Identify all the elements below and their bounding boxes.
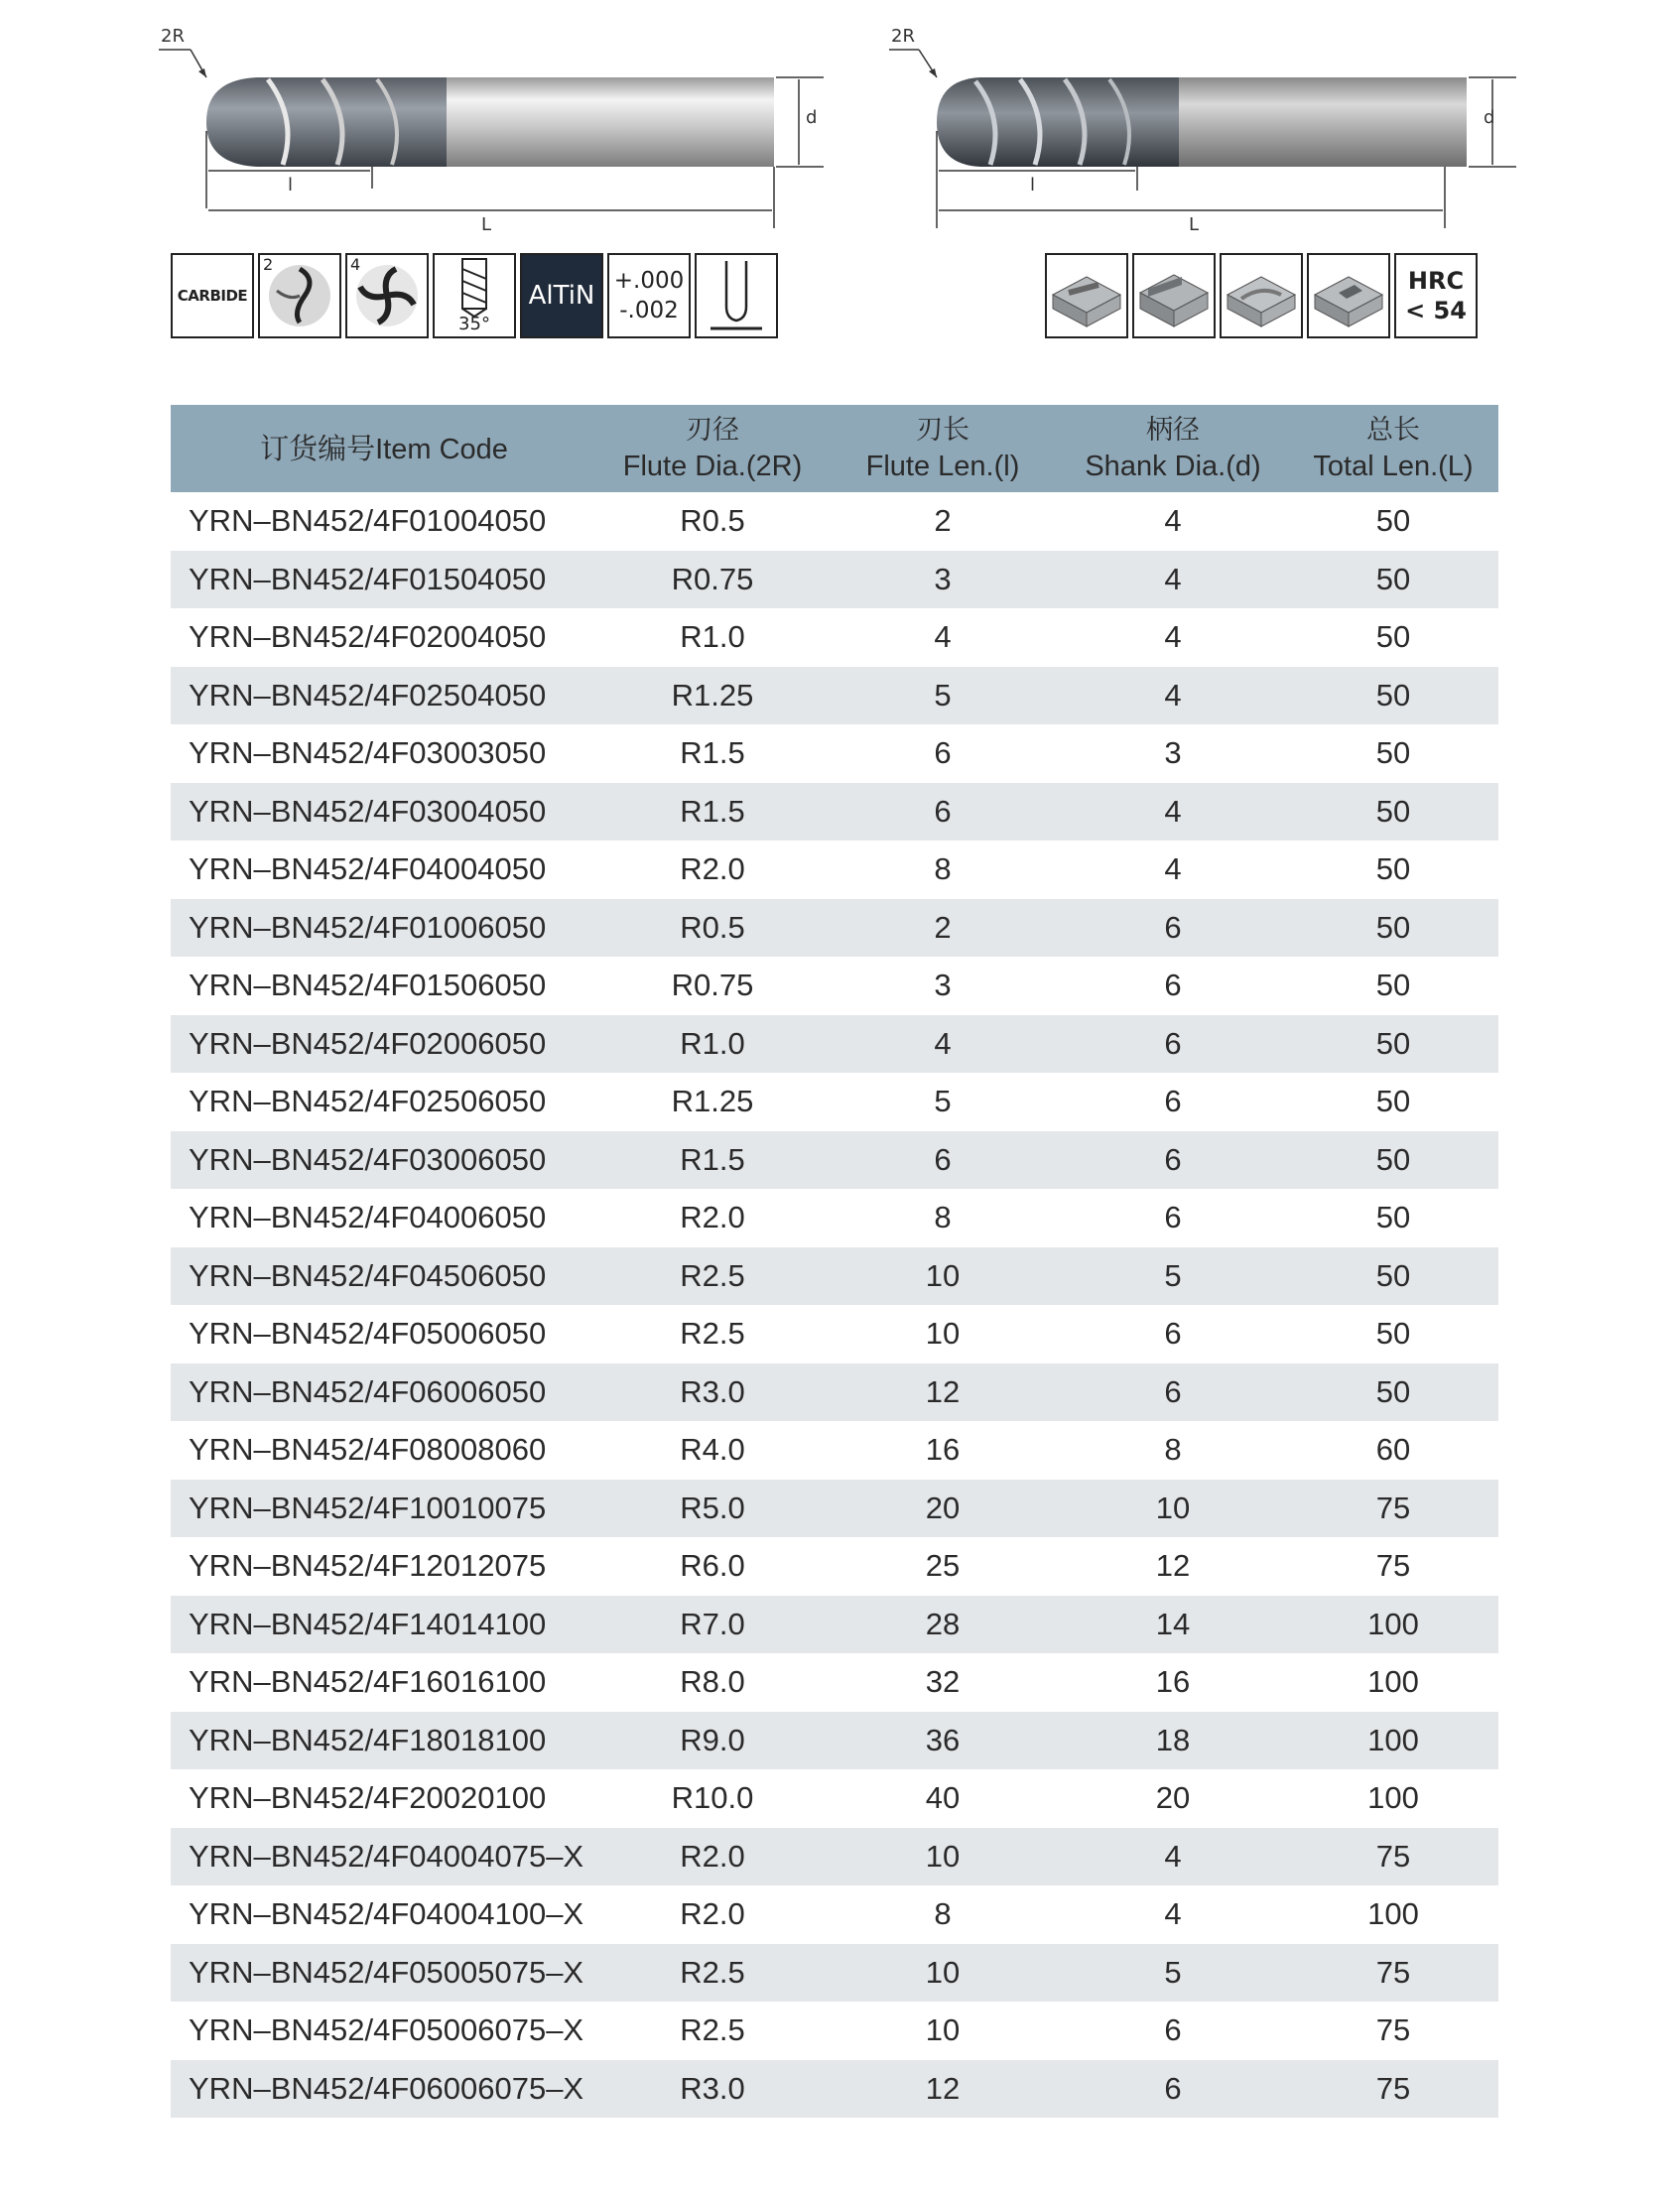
altin-coating-icon: AlTiN: [520, 253, 603, 338]
item-code-cell: YRN–BN452/4F01506050: [189, 968, 547, 1003]
item-code-cell: YRN–BN452/4F04004075–X: [171, 1828, 597, 1886]
item-code-cell: YRN–BN452/4F16016100: [189, 1664, 547, 1700]
four-flute-icon: 4: [345, 253, 429, 338]
shank-dia-cell: 3: [1164, 735, 1182, 771]
table-row: [171, 608, 1498, 667]
table-row: [171, 1653, 1498, 1712]
tolerance-icon: +.000 -.002: [607, 253, 691, 338]
flute-dia-cell: R2.5: [680, 2012, 745, 2048]
header-item-code: 订货编号Item Code: [171, 405, 597, 492]
flute-dia-cell: R3.0: [597, 1363, 828, 1422]
flute-dia-cell: R2.5: [597, 1944, 828, 2003]
feature-icons-left: [171, 253, 778, 338]
item-code-cell: YRN–BN452/4F14014100: [171, 1596, 597, 1654]
carbide-material-icon: CARBIDE: [171, 253, 254, 338]
total-len-cell: 50: [1375, 619, 1411, 655]
table-row: [171, 1189, 1498, 1247]
shank-dia-cell: 18: [1058, 1712, 1288, 1770]
table-row: [171, 551, 1498, 609]
pocketing-application-icon: [1307, 253, 1390, 338]
shank-dia-label: d: [1484, 107, 1495, 128]
flute-dia-cell: R8.0: [680, 1664, 745, 1700]
total-len-cell: 60: [1375, 1432, 1411, 1468]
slotting-icon: [1047, 255, 1126, 336]
pocketing-icon: [1309, 255, 1388, 336]
total-len-cell: 50: [1375, 968, 1411, 1003]
flute-len-cell: 12: [828, 1363, 1058, 1422]
shoulder-application-icon: [1132, 253, 1216, 338]
four-flute-cross-section-icon: [352, 261, 422, 330]
flute-dia-cell: R6.0: [680, 1548, 745, 1584]
shank-dia-cell: 4: [1164, 503, 1182, 539]
total-len-cell: 50: [1288, 551, 1498, 609]
flute-len-cell: 8: [934, 1200, 952, 1235]
flute-len-cell: 5: [934, 1084, 952, 1119]
flute-len-cell: 4: [828, 1015, 1058, 1074]
ball-nose-profile-icon: [695, 253, 778, 338]
table-row: [171, 1131, 1498, 1190]
total-len-cell: 50: [1375, 851, 1411, 887]
flute-len-cell: 6: [828, 1131, 1058, 1190]
header-total-len: 总长 Total Len.(L): [1288, 405, 1498, 492]
hrc-hardness-icon: HRC < 54: [1394, 253, 1478, 338]
total-len-cell: 100: [1367, 1780, 1419, 1816]
item-code-cell: YRN–BN452/4F18018100: [171, 1712, 597, 1770]
item-code-cell: YRN–BN452/4F12012075: [189, 1548, 547, 1584]
end-mill-2-flute-drawing: [149, 20, 843, 248]
flute-dia-cell: R0.5: [597, 899, 828, 958]
flute-len-cell: 32: [925, 1664, 961, 1700]
flute-dia-cell: R1.25: [671, 1084, 754, 1119]
shank-dia-cell: 12: [1155, 1548, 1191, 1584]
shank-dia-cell: 6: [1058, 1015, 1288, 1074]
shank-dia-cell: 5: [1058, 1247, 1288, 1306]
shank-dia-cell: 6: [1164, 1200, 1182, 1235]
shank-dia-cell: 6: [1058, 2060, 1288, 2119]
table-row: [171, 1073, 1498, 1131]
item-code-cell: YRN–BN452/4F20020100: [189, 1780, 547, 1816]
total-len-cell: 50: [1288, 1015, 1498, 1074]
table-row: [171, 1537, 1498, 1596]
table-row: [171, 1363, 1498, 1422]
header-flute-len: 刃长 Flute Len.(l): [828, 405, 1058, 492]
table-row: [171, 899, 1498, 958]
item-code-cell: YRN–BN452/4F03006050: [171, 1131, 597, 1190]
shank-dia-cell: 6: [1164, 968, 1182, 1003]
shank-dia-cell: 6: [1164, 1316, 1182, 1352]
table-row: [171, 492, 1498, 551]
total-len-cell: 50: [1288, 899, 1498, 958]
total-len-cell: 100: [1367, 1664, 1419, 1700]
flute-dia-cell: R2.0: [597, 1828, 828, 1886]
total-len-cell: 100: [1288, 1712, 1498, 1770]
flute-len-label: l: [288, 175, 294, 195]
flute-dia-cell: R1.0: [597, 1015, 828, 1074]
total-len-label: L: [481, 214, 492, 235]
flute-len-cell: 10: [828, 1828, 1058, 1886]
flute-len-cell: 3: [934, 968, 952, 1003]
flute-dia-cell: R0.75: [597, 551, 828, 609]
end-mill-4-flute-drawing: [881, 20, 1526, 248]
header-flute-dia: 刃径 Flute Dia.(2R): [597, 405, 828, 492]
total-len-cell: 50: [1375, 1316, 1411, 1352]
helix-angle-icon: 35°: [433, 253, 516, 338]
total-len-cell: 50: [1375, 503, 1411, 539]
shank-dia-cell: 4: [1058, 1828, 1288, 1886]
flute-len-cell: 10: [925, 1316, 961, 1352]
shank-dia-cell: 4: [1164, 851, 1182, 887]
radius-label: 2R: [161, 26, 185, 47]
item-code-cell: YRN–BN452/4F04004100–X: [189, 1896, 584, 1932]
total-len-cell: 50: [1375, 1084, 1411, 1119]
total-len-cell: 50: [1288, 1363, 1498, 1422]
flute-len-cell: 6: [934, 735, 952, 771]
flute-dia-cell: R10.0: [671, 1780, 754, 1816]
item-code-cell: YRN–BN452/4F02006050: [171, 1015, 597, 1074]
item-code-cell: YRN–BN452/4F04006050: [189, 1200, 547, 1235]
flute-len-cell: 20: [828, 1480, 1058, 1538]
item-code-cell: YRN–BN452/4F04506050: [171, 1247, 597, 1306]
shank-dia-cell: 4: [1164, 1896, 1182, 1932]
shank-dia-cell: 10: [1058, 1480, 1288, 1538]
application-icons-right: [1045, 253, 1478, 338]
total-len-cell: 100: [1288, 1596, 1498, 1654]
flute-dia-cell: R0.75: [671, 968, 754, 1003]
total-len-cell: 50: [1375, 1200, 1411, 1235]
flute-len-cell: 36: [828, 1712, 1058, 1770]
flute-dia-cell: R2.0: [680, 1200, 745, 1235]
flute-len-cell: 10: [925, 2012, 961, 2048]
shank-dia-cell: 4: [1164, 619, 1182, 655]
table-body: [171, 492, 1498, 2118]
flute-len-cell: 2: [934, 503, 952, 539]
table-row: [171, 2002, 1498, 2060]
profiling-application-icon: [1220, 253, 1303, 338]
flute-len-label: l: [1030, 175, 1036, 195]
flute-dia-cell: R1.25: [597, 667, 828, 725]
table-row: [171, 783, 1498, 842]
flute-dia-cell: R0.5: [680, 503, 745, 539]
total-len-cell: 75: [1288, 1944, 1498, 2003]
flute-dia-cell: R1.5: [597, 783, 828, 842]
shank-dia-cell: 14: [1058, 1596, 1288, 1654]
flute-dia-cell: R1.5: [597, 1131, 828, 1190]
total-len-cell: 75: [1375, 1548, 1411, 1584]
shank-dia-cell: 5: [1058, 1944, 1288, 2003]
table-row: [171, 1015, 1498, 1074]
flute-dia-cell: R2.5: [680, 1316, 745, 1352]
flute-len-cell: 8: [934, 851, 952, 887]
flute-dia-cell: R2.0: [680, 851, 745, 887]
total-len-cell: 75: [1288, 2060, 1498, 2119]
item-code-cell: YRN–BN452/4F03004050: [171, 783, 597, 842]
flute-dia-cell: R7.0: [597, 1596, 828, 1654]
total-len-cell: 75: [1288, 1828, 1498, 1886]
item-code-cell: YRN–BN452/4F02004050: [189, 619, 547, 655]
shank-dia-cell: 4: [1058, 783, 1288, 842]
flute-dia-cell: R5.0: [597, 1480, 828, 1538]
shoulder-milling-icon: [1134, 255, 1214, 336]
total-len-cell: 50: [1375, 735, 1411, 771]
item-code-cell: YRN–BN452/4F08008060: [189, 1432, 547, 1468]
shank-dia-label: d: [806, 107, 818, 128]
total-len-cell: 50: [1288, 667, 1498, 725]
flute-dia-cell: R2.5: [597, 1247, 828, 1306]
shank-dia-cell: 8: [1164, 1432, 1182, 1468]
item-code-cell: YRN–BN452/4F06006050: [171, 1363, 597, 1422]
specification-table: [171, 405, 1498, 2118]
flute-len-cell: 28: [828, 1596, 1058, 1654]
item-code-cell: YRN–BN452/4F06006075–X: [171, 2060, 597, 2119]
table-row: [171, 1769, 1498, 1828]
total-len-cell: 50: [1288, 783, 1498, 842]
table-row: [171, 1828, 1498, 1886]
table-row: [171, 1421, 1498, 1480]
radius-label: 2R: [891, 26, 915, 47]
profiling-icon: [1222, 255, 1301, 336]
flute-dia-cell: R4.0: [680, 1432, 745, 1468]
shank-dia-cell: 6: [1058, 1363, 1288, 1422]
flute-dia-cell: R9.0: [597, 1712, 828, 1770]
table-row: [171, 1247, 1498, 1306]
total-len-cell: 100: [1367, 1896, 1419, 1932]
item-code-cell: YRN–BN452/4F02504050: [171, 667, 597, 725]
flute-len-cell: 12: [828, 2060, 1058, 2119]
flute-len-cell: 10: [828, 1944, 1058, 2003]
header-shank-dia: 柄径 Shank Dia.(d): [1058, 405, 1288, 492]
item-code-cell: YRN–BN452/4F01006050: [171, 899, 597, 958]
flute-dia-cell: R1.5: [680, 735, 745, 771]
shank-dia-cell: 6: [1164, 1084, 1182, 1119]
total-len-cell: 75: [1375, 2012, 1411, 2048]
tool-diagram-left: [149, 20, 843, 248]
item-code-cell: YRN–BN452/4F04004050: [189, 851, 547, 887]
item-code-cell: YRN–BN452/4F05006075–X: [189, 2012, 584, 2048]
table-row: [171, 1596, 1498, 1654]
shank-dia-cell: 4: [1058, 667, 1288, 725]
flute-len-cell: 8: [934, 1896, 952, 1932]
tool-diagram-right: [881, 20, 1526, 248]
flute-len-cell: 40: [925, 1780, 961, 1816]
item-code-cell: YRN–BN452/4F05005075–X: [171, 1944, 597, 2003]
table-row: [171, 724, 1498, 783]
shank-dia-cell: 4: [1058, 551, 1288, 609]
shank-dia-cell: 20: [1155, 1780, 1191, 1816]
flute-dia-cell: R1.0: [680, 619, 745, 655]
item-code-cell: YRN–BN452/4F01004050: [189, 503, 547, 539]
table-row: [171, 1305, 1498, 1363]
item-code-cell: YRN–BN452/4F01504050: [171, 551, 597, 609]
shank-dia-cell: 16: [1155, 1664, 1191, 1700]
table-header-row: [171, 405, 1498, 492]
flute-len-cell: 6: [828, 783, 1058, 842]
item-code-cell: YRN–BN452/4F10010075: [171, 1480, 597, 1538]
total-len-cell: 75: [1288, 1480, 1498, 1538]
item-code-cell: YRN–BN452/4F05006050: [189, 1316, 547, 1352]
table-row: [171, 1944, 1498, 2003]
shank-dia-cell: 6: [1058, 899, 1288, 958]
table-row: [171, 2060, 1498, 2119]
ball-nose-shape-icon: [697, 255, 776, 336]
slotting-application-icon: [1045, 253, 1128, 338]
flute-len-cell: 4: [934, 619, 952, 655]
total-len-cell: 50: [1288, 1247, 1498, 1306]
table-row: [171, 1480, 1498, 1538]
table-row: [171, 1885, 1498, 1944]
flute-dia-cell: R3.0: [597, 2060, 828, 2119]
flute-len-cell: 3: [828, 551, 1058, 609]
two-flute-cross-section-icon: [265, 261, 334, 330]
item-code-cell: YRN–BN452/4F02506050: [189, 1084, 547, 1119]
flute-len-cell: 25: [925, 1548, 961, 1584]
table-row: [171, 1712, 1498, 1770]
table-row: [171, 841, 1498, 899]
flute-len-cell: 5: [828, 667, 1058, 725]
total-len-label: L: [1189, 214, 1200, 235]
flute-len-cell: 2: [828, 899, 1058, 958]
shank-dia-cell: 6: [1164, 2012, 1182, 2048]
two-flute-icon: 2: [258, 253, 341, 338]
table-row: [171, 667, 1498, 725]
flute-dia-cell: R2.0: [680, 1896, 745, 1932]
shank-dia-cell: 6: [1058, 1131, 1288, 1190]
item-code-cell: YRN–BN452/4F03003050: [189, 735, 547, 771]
table-row: [171, 957, 1498, 1015]
flute-len-cell: 10: [828, 1247, 1058, 1306]
flute-len-cell: 16: [925, 1432, 961, 1468]
total-len-cell: 50: [1288, 1131, 1498, 1190]
